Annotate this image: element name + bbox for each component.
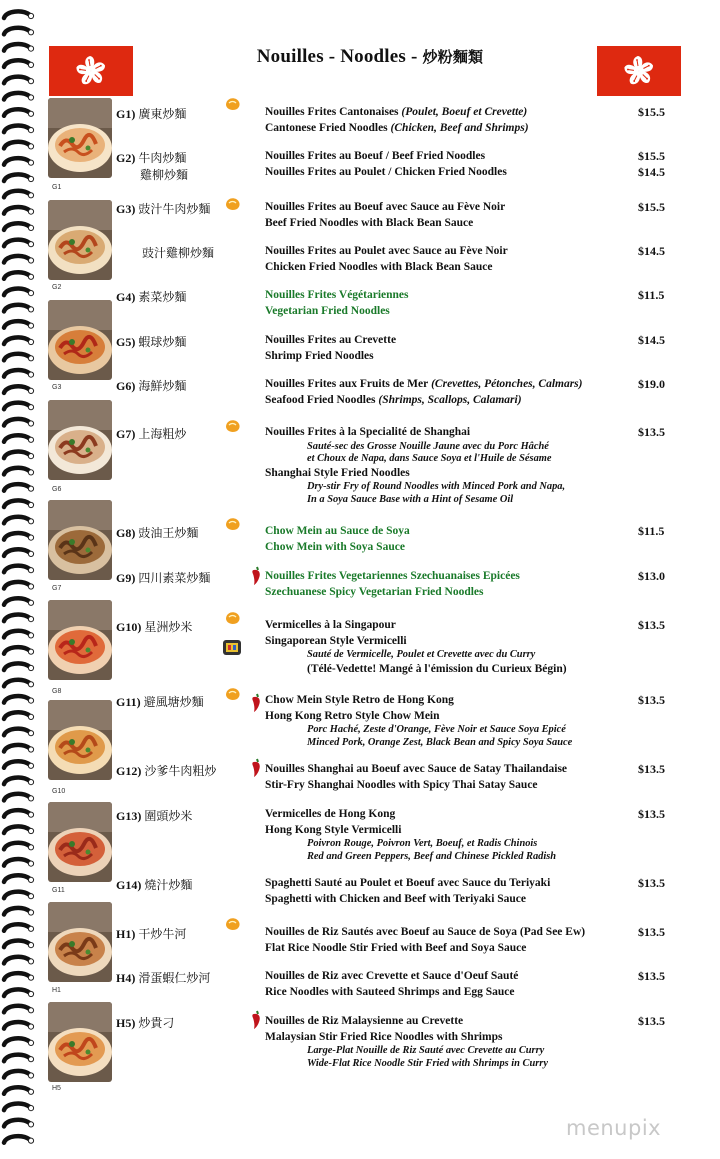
photo-label: G8 bbox=[52, 688, 62, 695]
item-price bbox=[638, 425, 665, 441]
item-chinese-name: 豉汁雞柳炒麵 bbox=[142, 246, 215, 260]
item-number: G6) bbox=[116, 379, 136, 393]
price-value: $13.5 bbox=[638, 925, 665, 939]
item-chinese-name: 素菜炒麵 bbox=[138, 290, 187, 304]
item-code bbox=[116, 876, 192, 893]
item-detail: In a Soya Sauce Base with a Hint of Sesame Oil bbox=[307, 493, 514, 505]
hong-kong-flag-icon bbox=[49, 46, 133, 96]
item-chinese-name: 蝦球炒麵 bbox=[138, 335, 187, 349]
item-chinese-name: 上海粗炒 bbox=[138, 427, 187, 441]
item-name-line: Nouilles Frites au Boeuf avec Sauce au Fève Noir bbox=[265, 201, 506, 213]
item-price bbox=[638, 762, 665, 778]
item-name-line: (Télé-Vedette! Mangé à l'émission du Curieux Bégin) bbox=[307, 662, 567, 675]
item-price bbox=[638, 200, 665, 216]
item-name-line: Nouilles de Riz avec Crevette et Sauce d'Oeuf Sauté bbox=[265, 970, 519, 982]
item-description bbox=[265, 149, 630, 180]
item-code bbox=[116, 807, 192, 824]
item-name-line: Hong Kong Retro Style Chow Mein bbox=[265, 709, 440, 722]
item-code bbox=[116, 524, 198, 541]
item-number: G5) bbox=[116, 335, 136, 349]
item-name-line: Chow Mein with Soya Sauce bbox=[265, 540, 405, 553]
price-value: $15.5 bbox=[638, 105, 665, 119]
item-name-line: Nouilles Frites au Boeuf / Beef Fried Noodles bbox=[265, 150, 486, 162]
item-name-line: Spaghetti with Chicken and Beef with Teriyaki Sauce bbox=[265, 892, 527, 905]
price-value: $14.5 bbox=[638, 244, 665, 258]
title-chinese: 炒粉麵類 bbox=[422, 48, 484, 66]
item-code bbox=[142, 244, 214, 261]
item-price bbox=[638, 925, 665, 941]
item-name-line: Vegetarian Fried Noodles bbox=[265, 304, 390, 317]
item-chinese-name: 雞柳炒麵 bbox=[140, 168, 189, 182]
item-number: H4) bbox=[116, 971, 136, 985]
dish-photo bbox=[48, 600, 112, 680]
item-name-line: Shanghai Style Fried Noodles bbox=[265, 466, 410, 479]
item-chinese-name: 豉汁牛肉炒麵 bbox=[138, 202, 211, 216]
item-name-line: Vermicelles de Hong Kong bbox=[265, 808, 396, 820]
item-description bbox=[265, 105, 630, 136]
item-name-line: Stir-Fry Shanghai Noodles with Spicy Thai Satay Sauce bbox=[265, 778, 538, 791]
hong-kong-flag-icon bbox=[597, 46, 681, 96]
item-price bbox=[638, 618, 665, 634]
chili-icon bbox=[251, 758, 263, 783]
dish-photo bbox=[48, 500, 112, 580]
item-number: G8) bbox=[116, 526, 136, 540]
price-value: $13.5 bbox=[638, 425, 665, 439]
item-price bbox=[638, 524, 664, 540]
item-description bbox=[265, 377, 630, 408]
item-detail: Sauté de Vermicelle, Poulet et Crevette avec du Curry bbox=[307, 649, 536, 660]
item-name-line: Hong Kong Style Vermicelli bbox=[265, 823, 402, 836]
item-detail: Minced Pork, Orange Zest, Black Bean and Spicy Soya Sauce bbox=[307, 736, 573, 748]
photo-label: G6 bbox=[52, 486, 62, 493]
item-detail: Large-Plat Nouille de Riz Sauté avec Crevette au Curry bbox=[307, 1045, 545, 1056]
item-code bbox=[116, 200, 210, 217]
item-chinese-name: 干炒牛河 bbox=[138, 927, 187, 941]
dish-photo bbox=[48, 200, 112, 280]
popular-icon bbox=[224, 418, 242, 439]
price-value: $11.5 bbox=[638, 288, 665, 302]
item-price bbox=[638, 693, 665, 709]
item-name-line: Shrimp Fried Noodles bbox=[265, 349, 374, 362]
item-description bbox=[265, 288, 630, 319]
price-value: $13.5 bbox=[638, 876, 665, 890]
item-detail: Poivron Rouge, Poivron Vert, Boeuf, et Radis Chinois bbox=[307, 838, 538, 849]
photo-label: G3 bbox=[52, 384, 62, 391]
item-number: G4) bbox=[116, 290, 136, 304]
tv-icon bbox=[222, 638, 242, 663]
item-name-line: Nouilles Frites à la Specialité de Shanghai bbox=[265, 426, 471, 438]
item-description bbox=[265, 333, 630, 364]
item-number: H5) bbox=[116, 1016, 136, 1030]
item-description bbox=[265, 762, 630, 793]
item-name-line: Chow Mein au Sauce de Soya bbox=[265, 525, 410, 537]
item-price bbox=[638, 377, 665, 393]
item-number: G13) bbox=[116, 809, 142, 823]
item-code bbox=[116, 693, 204, 710]
popular-icon bbox=[224, 686, 242, 707]
item-price bbox=[638, 807, 665, 823]
item-chinese-name: 圍頭炒米 bbox=[144, 809, 193, 823]
price-value: $13.5 bbox=[638, 807, 665, 821]
item-description bbox=[265, 200, 630, 231]
price-value: $15.5 bbox=[638, 200, 665, 214]
item-detail: Porc Haché, Zeste d'Orange, Fève Noir et Sauce Soya Epicé bbox=[307, 724, 566, 735]
item-chinese-name: 滑蛋蝦仁炒河 bbox=[138, 971, 211, 985]
photo-label: G11 bbox=[52, 887, 65, 894]
item-name-line: Flat Rice Noodle Stir Fried with Beef and Soya Sauce bbox=[265, 941, 527, 954]
popular-icon bbox=[224, 196, 242, 217]
photo-label: G7 bbox=[52, 585, 62, 592]
item-code bbox=[116, 925, 186, 942]
item-detail: Red and Green Peppers, Beef and Chinese Pickled Radish bbox=[307, 850, 557, 862]
popular-icon bbox=[224, 96, 242, 117]
item-description bbox=[265, 1014, 630, 1070]
item-chinese-name: 海鮮炒麵 bbox=[138, 379, 187, 393]
item-name-line: Rice Noodles with Sauteed Shrimps and Egg Sauce bbox=[265, 985, 515, 998]
item-description bbox=[265, 876, 630, 907]
item-name-line: Seafood Fried Noodles (Shrimps, Scallops, Calamari) bbox=[265, 393, 522, 406]
item-number: G3) bbox=[116, 202, 136, 216]
price-value: $11.5 bbox=[638, 524, 665, 538]
item-chinese-name: 牛肉炒麵 bbox=[138, 151, 187, 165]
item-name-line: Szechuanese Spicy Vegetarian Fried Noodles bbox=[265, 585, 484, 598]
item-name-line: Vermicelles à la Singapour bbox=[265, 619, 396, 631]
item-detail: Sauté-sec des Grosse Nouille Jaune avec du Porc Hâché bbox=[307, 440, 549, 452]
item-price bbox=[638, 333, 665, 349]
item-code bbox=[116, 105, 186, 122]
dish-photo bbox=[48, 1002, 112, 1082]
item-number: G9) bbox=[116, 571, 136, 585]
title-french: Nouilles - bbox=[256, 46, 336, 67]
popular-icon bbox=[224, 610, 242, 631]
price-value: $13.5 bbox=[638, 1014, 665, 1028]
dish-photo bbox=[48, 400, 112, 480]
spiral-binding bbox=[0, 0, 38, 1159]
dish-photo bbox=[48, 802, 112, 882]
item-chinese-name: 燒汁炒麵 bbox=[144, 878, 193, 892]
item-price bbox=[638, 244, 665, 260]
item-detail: Dry-stir Fry of Round Noodles with Minced Pork and Napa, bbox=[307, 481, 566, 492]
item-chinese-name: 避風塘炒麵 bbox=[143, 695, 204, 709]
item-chinese-name: 星洲炒米 bbox=[144, 620, 193, 634]
item-detail: Wide-Flat Rice Noodle Stir Fried with Shrimps in Curry bbox=[307, 1057, 548, 1069]
item-name-line: Nouilles de Riz Sautés avec Boeuf au Sauce de Soya (Pad See Ew) bbox=[265, 926, 586, 938]
item-description bbox=[265, 425, 630, 506]
item-name-line: Nouilles Frites au Poulet avec Sauce au Fève Noir bbox=[265, 245, 508, 257]
item-code bbox=[116, 969, 210, 986]
chili-icon bbox=[251, 1010, 263, 1035]
item-name-line: Nouilles Frites Végétariennes bbox=[265, 289, 409, 301]
item-name-line: Chow Mein Style Retro de Hong Kong bbox=[265, 694, 454, 706]
price-value: $13.5 bbox=[638, 969, 665, 983]
title-english: Noodles - bbox=[340, 46, 418, 67]
chili-icon bbox=[251, 693, 263, 718]
item-code bbox=[116, 288, 186, 305]
item-name-line: Nouilles Frites Cantonaises (Poulet, Boeuf et Crevette) bbox=[265, 106, 528, 118]
item-code bbox=[116, 425, 186, 442]
item-description bbox=[265, 569, 630, 600]
photo-label: G2 bbox=[52, 284, 62, 291]
chili-icon bbox=[251, 566, 263, 591]
item-code bbox=[116, 618, 192, 635]
item-chinese-name: 四川素菜炒麵 bbox=[138, 571, 211, 585]
popular-icon bbox=[224, 916, 242, 937]
item-detail: et Choux de Napa, dans Sauce Soya et l'Huile de Sésame bbox=[307, 453, 552, 464]
item-price bbox=[638, 1014, 665, 1030]
item-description bbox=[265, 618, 630, 677]
item-description bbox=[265, 969, 630, 1000]
item-name-line: Cantonese Fried Noodles (Chicken, Beef and Shrimps) bbox=[265, 121, 529, 134]
item-number: G11) bbox=[116, 695, 141, 709]
item-chinese-name: 豉油王炒麵 bbox=[138, 526, 199, 540]
item-number: G10) bbox=[116, 620, 142, 634]
dish-photo bbox=[48, 902, 112, 982]
item-code bbox=[116, 149, 188, 183]
item-code bbox=[116, 569, 210, 586]
item-name-line: Malaysian Stir Fried Rice Noodles with Shrimps bbox=[265, 1030, 503, 1043]
item-price bbox=[638, 569, 665, 585]
item-number: G12) bbox=[116, 764, 142, 778]
photo-label: G1 bbox=[52, 184, 62, 191]
dish-photo bbox=[48, 98, 112, 178]
item-name-line: Beef Fried Noodles with Black Bean Sauce bbox=[265, 216, 474, 229]
popular-icon bbox=[224, 516, 242, 537]
item-price bbox=[638, 969, 665, 985]
item-chinese-name: 廣東炒麵 bbox=[138, 107, 187, 121]
price-value: $15.5 bbox=[638, 149, 665, 163]
item-name-line: Nouilles Frites au Crevette bbox=[265, 334, 397, 346]
item-description bbox=[265, 244, 630, 275]
item-name-line: Nouilles Frites aux Fruits de Mer (Crevettes, Pétonches, Calmars) bbox=[265, 378, 583, 390]
item-number: G14) bbox=[116, 878, 142, 892]
item-chinese-name: 沙爹牛肉粗炒 bbox=[144, 764, 217, 778]
item-chinese-name: 炒貴刁 bbox=[138, 1016, 175, 1030]
item-name-line: Nouilles de Riz Malaysienne au Crevette bbox=[265, 1015, 464, 1027]
price-value: $14.5 bbox=[638, 333, 665, 347]
price-value: $19.0 bbox=[638, 377, 665, 391]
dish-photo bbox=[48, 300, 112, 380]
price-value: $13.5 bbox=[638, 762, 665, 776]
item-name-line: Singaporean Style Vermicelli bbox=[265, 634, 407, 647]
item-name-line: Nouilles Frites Vegetariennes Szechuanaises Epicées bbox=[265, 570, 520, 582]
photo-label: H1 bbox=[52, 987, 61, 994]
item-code bbox=[116, 333, 186, 350]
item-name-line: Nouilles Frites au Poulet / Chicken Fried Noodles bbox=[265, 165, 507, 178]
photo-label: G10 bbox=[52, 788, 66, 795]
item-description bbox=[265, 693, 630, 749]
item-number: G2) bbox=[116, 151, 136, 165]
item-number: G7) bbox=[116, 427, 136, 441]
item-code bbox=[116, 762, 216, 779]
item-code bbox=[116, 1014, 174, 1031]
item-name-line: Nouilles Shanghai au Boeuf avec Sauce de Satay Thailandaise bbox=[265, 763, 568, 775]
page-title bbox=[200, 46, 540, 68]
photo-label: H5 bbox=[52, 1085, 61, 1092]
item-price bbox=[638, 149, 665, 180]
item-name-line: Chicken Fried Noodles with Black Bean Sauce bbox=[265, 260, 493, 273]
item-number: G1) bbox=[116, 107, 136, 121]
dish-photo bbox=[48, 700, 112, 780]
item-number: H1) bbox=[116, 927, 136, 941]
item-price bbox=[638, 288, 664, 304]
item-description bbox=[265, 524, 630, 555]
price-value: $14.5 bbox=[638, 164, 665, 179]
price-value: $13.0 bbox=[638, 569, 665, 583]
item-price bbox=[638, 105, 665, 121]
item-code bbox=[116, 377, 186, 394]
watermark: menupix bbox=[566, 1116, 662, 1140]
item-price bbox=[638, 876, 665, 892]
item-name-line: Spaghetti Sauté au Poulet et Boeuf avec Sauce du Teriyaki bbox=[265, 877, 551, 889]
item-description bbox=[265, 925, 630, 956]
item-description bbox=[265, 807, 630, 863]
price-value: $13.5 bbox=[638, 693, 665, 707]
price-value: $13.5 bbox=[638, 618, 665, 632]
